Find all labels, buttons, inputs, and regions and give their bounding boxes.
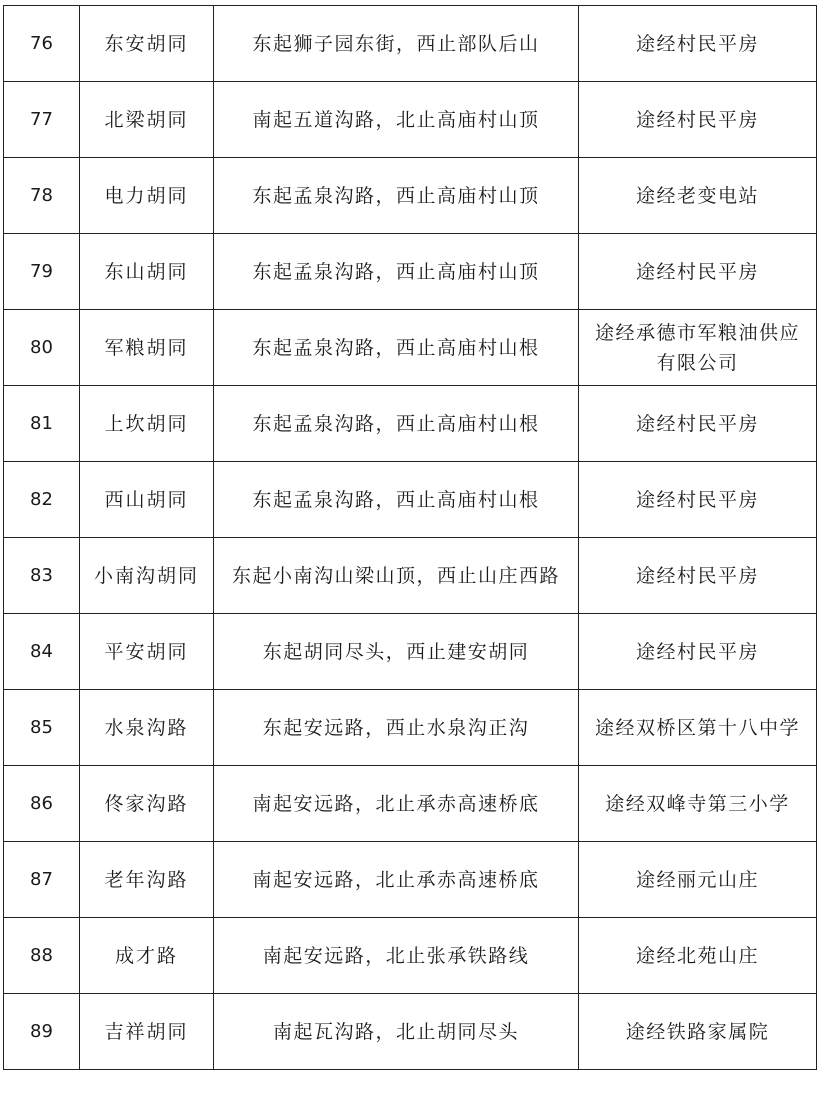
street-extent: 东起孟泉沟路，西止高庙村山根 [214, 310, 579, 386]
street-via: 途经村民平房 [579, 6, 817, 82]
table-row [4, 766, 817, 842]
row-number: 79 [4, 234, 80, 310]
street-extent: 东起安远路，西止水泉沟正沟 [214, 690, 579, 766]
street-via: 途经双桥区第十八中学 [579, 690, 817, 766]
table-row [4, 918, 817, 994]
table-row [4, 462, 817, 538]
row-number: 78 [4, 158, 80, 234]
street-name: 小南沟胡同 [80, 538, 214, 614]
street-name: 水泉沟路 [80, 690, 214, 766]
table-row [4, 386, 817, 462]
row-number: 84 [4, 614, 80, 690]
street-extent: 东起小南沟山梁山顶，西止山庄西路 [214, 538, 579, 614]
row-number: 81 [4, 386, 80, 462]
street-table [3, 5, 817, 1070]
table-row [4, 614, 817, 690]
street-name: 电力胡同 [80, 158, 214, 234]
row-number: 77 [4, 82, 80, 158]
table-row [4, 994, 817, 1070]
street-name: 军粮胡同 [80, 310, 214, 386]
street-extent: 南起安远路，北止承赤高速桥底 [214, 766, 579, 842]
table-row [4, 6, 817, 82]
street-extent: 东起孟泉沟路，西止高庙村山根 [214, 386, 579, 462]
street-via: 途经铁路家属院 [579, 994, 817, 1070]
table-row [4, 158, 817, 234]
street-via: 途经村民平房 [579, 614, 817, 690]
row-number: 83 [4, 538, 80, 614]
street-via: 途经村民平房 [579, 386, 817, 462]
street-extent: 东起孟泉沟路，西止高庙村山顶 [214, 234, 579, 310]
street-name: 西山胡同 [80, 462, 214, 538]
street-via: 途经丽元山庄 [579, 842, 817, 918]
street-name: 东安胡同 [80, 6, 214, 82]
street-name: 平安胡同 [80, 614, 214, 690]
table-row [4, 310, 817, 386]
street-extent: 东起胡同尽头，西止建安胡同 [214, 614, 579, 690]
street-name: 北梁胡同 [80, 82, 214, 158]
street-name: 成才路 [80, 918, 214, 994]
street-via: 途经老变电站 [579, 158, 817, 234]
street-name: 老年沟路 [80, 842, 214, 918]
street-via: 途经村民平房 [579, 234, 817, 310]
row-number: 89 [4, 994, 80, 1070]
table-row [4, 842, 817, 918]
row-number: 80 [4, 310, 80, 386]
street-name: 东山胡同 [80, 234, 214, 310]
street-name: 吉祥胡同 [80, 994, 214, 1070]
row-number: 87 [4, 842, 80, 918]
street-extent: 东起孟泉沟路，西止高庙村山根 [214, 462, 579, 538]
street-via: 途经北苑山庄 [579, 918, 817, 994]
table-body [4, 6, 817, 1070]
row-number: 85 [4, 690, 80, 766]
street-extent: 南起安远路，北止张承铁路线 [214, 918, 579, 994]
table-row [4, 234, 817, 310]
street-extent: 南起五道沟路，北止高庙村山顶 [214, 82, 579, 158]
table-row [4, 82, 817, 158]
street-via: 途经双峰寺第三小学 [579, 766, 817, 842]
street-via: 途经村民平房 [579, 462, 817, 538]
row-number: 76 [4, 6, 80, 82]
street-via: 途经村民平房 [579, 82, 817, 158]
street-via: 途经村民平房 [579, 538, 817, 614]
row-number: 88 [4, 918, 80, 994]
street-name: 佟家沟路 [80, 766, 214, 842]
row-number: 86 [4, 766, 80, 842]
street-extent: 东起狮子园东街，西止部队后山 [214, 6, 579, 82]
row-number: 82 [4, 462, 80, 538]
table-row [4, 538, 817, 614]
street-extent: 南起安远路，北止承赤高速桥底 [214, 842, 579, 918]
street-name: 上坎胡同 [80, 386, 214, 462]
street-extent: 南起瓦沟路，北止胡同尽头 [214, 994, 579, 1070]
table-row [4, 690, 817, 766]
street-via: 途经承德市军粮油供应有限公司 [579, 310, 817, 386]
street-extent: 东起孟泉沟路，西止高庙村山顶 [214, 158, 579, 234]
